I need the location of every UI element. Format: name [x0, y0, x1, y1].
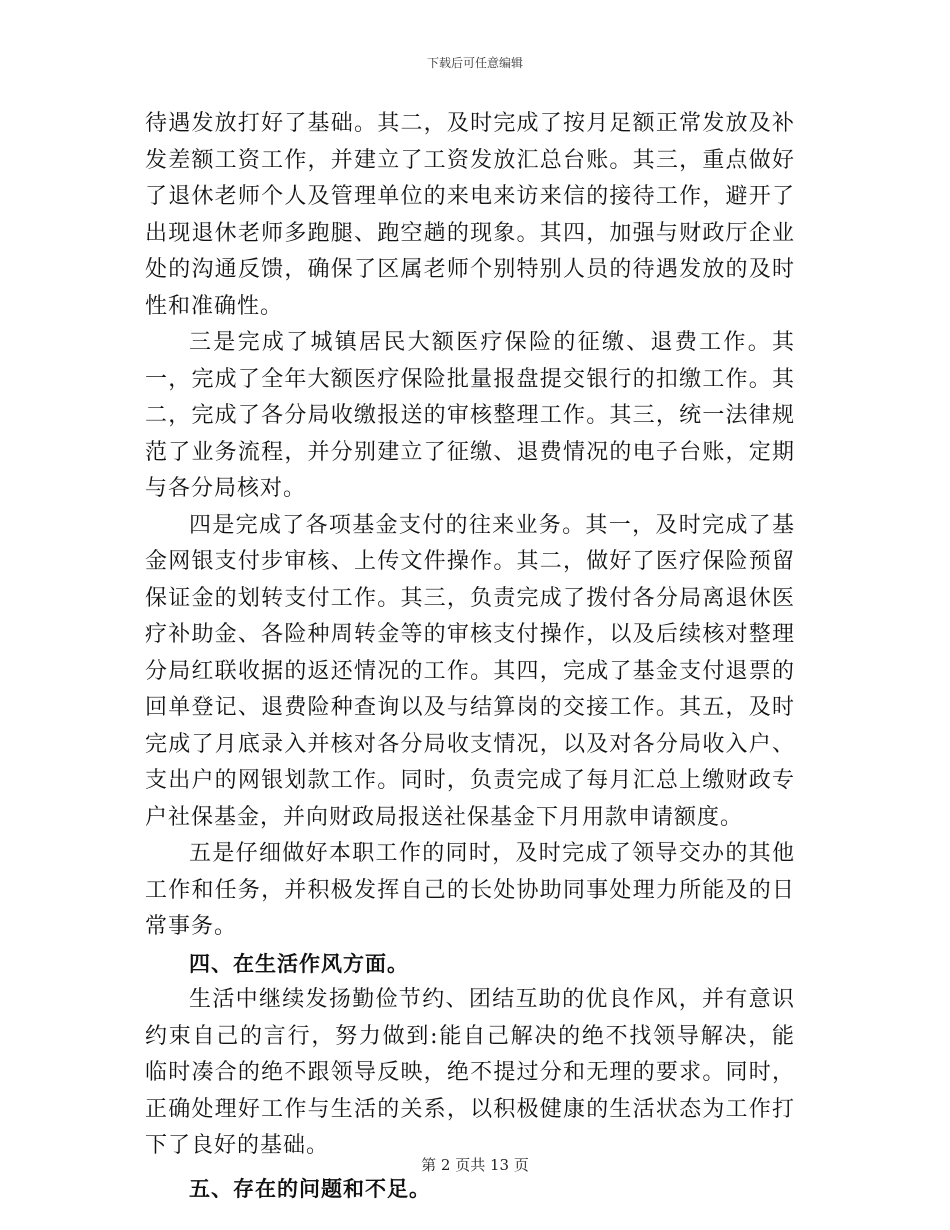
section-heading-problems: 五、存在的问题和不足。 [189, 1176, 431, 1201]
section-heading-lifestyle: 四、在生活作风方面。 [189, 951, 409, 976]
paragraph-item-four: 四是完成了各项基金支付的往来业务。其一，及时完成了基金网银支付步审核、上传文件操作。其二，做好了医疗保险预留保证金的划转支付工作。其三，负责完成了拨付各分局离退休医疗补助金、各险种周转金等的审核支付操作，以及后续核对整理分局红联收据的返还情况的工作。其四，完成了基金支付退票的回单登记、退费险种查询以及与结算岗的交接工作。其五，及时完成了月底录入并核对各分局收支情况，以及对各分局收入户、支出户的网银划款工作。同时，负责完成了每月汇总上缴财政专户社保基金，并向财政局报送社保基金下月用款申请额度。 [145, 512, 795, 830]
paragraph-lifestyle: 生活中继续发扬勤俭节约、团结互助的优良作风，并有意识约束自己的言行，努力做到:能自己解决的绝不找领导解决，能临时凑合的绝不跟领导反映，绝不提过分和无理的要求。同时，正确处理好工作与生活的关系，以积极健康的生活状态为工作打下了良好的基础。 [145, 987, 795, 1158]
paragraph-item-three: 三是完成了城镇居民大额医疗保险的征缴、退费工作。其一，完成了全年大额医疗保险批量报盘提交银行的扣缴工作。其二，完成了各分局收缴报送的审核整理工作。其三，统一法律规范了业务流程，并分别建立了征缴、退费情况的电子台账，定期与各分局核对。 [145, 330, 795, 501]
page-header: 下载后可任意编辑 [426, 56, 523, 70]
paragraph-continuation: 待遇发放打好了基础。其二，及时完成了按月足额正常发放及补发差额工资工作，并建立了工资发放汇总台账。其三，重点做好了退休老师个人及管理单位的来电来访来信的接待工作，避开了出现退休老师多跑腿、跑空趟的现象。其四，加强与财政厅企业处的沟通反馈，确保了区属老师个别特别人员的待遇发放的及时性和准确性。 [145, 111, 795, 319]
document-body [145, 106, 795, 1207]
page-number: 第 2 页共 13 页 [421, 1156, 529, 1174]
paragraph-item-five: 五是仔细做好本职工作的同时，及时完成了领导交办的其他工作和任务，并积极发挥自己的长处协助同事处理力所能及的日常事务。 [145, 841, 795, 939]
